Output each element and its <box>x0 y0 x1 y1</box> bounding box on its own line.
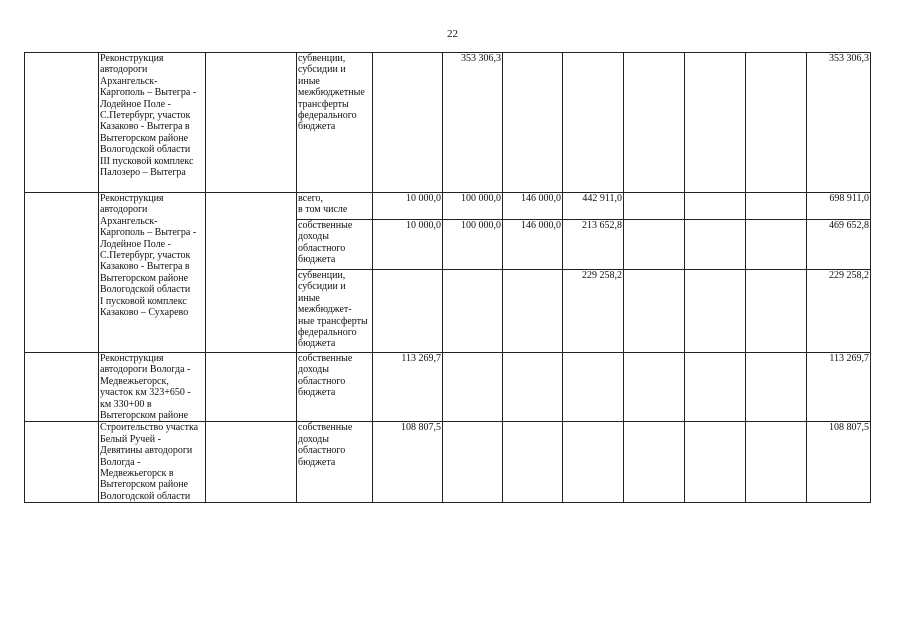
value-cell: 100 000,0 <box>443 193 503 220</box>
table-row <box>25 353 871 422</box>
empty-cell <box>25 53 99 193</box>
empty-cell <box>206 193 297 353</box>
value-cell <box>624 353 685 422</box>
value-cell: 229 258,2 <box>563 270 624 353</box>
value-cell <box>685 53 746 193</box>
value-cell <box>746 53 807 193</box>
total-cell: 229 258,2 <box>807 270 871 353</box>
value-cell <box>443 422 503 503</box>
value-cell <box>624 53 685 193</box>
page-number: 22 <box>447 28 458 40</box>
value-cell <box>624 220 685 270</box>
value-cell: 100 000,0 <box>443 220 503 270</box>
value-cell: 146 000,0 <box>503 193 563 220</box>
value-cell: 10 000,0 <box>373 193 443 220</box>
value-cell <box>563 353 624 422</box>
value-cell: 353 306,3 <box>443 53 503 193</box>
total-cell: 113 269,7 <box>807 353 871 422</box>
total-cell: 469 652,8 <box>807 220 871 270</box>
value-cell <box>685 353 746 422</box>
value-cell <box>746 270 807 353</box>
empty-cell <box>25 353 99 422</box>
value-cell <box>746 422 807 503</box>
value-cell <box>443 270 503 353</box>
value-cell <box>746 220 807 270</box>
value-cell <box>443 353 503 422</box>
total-cell: 698 911,0 <box>807 193 871 220</box>
project-name-cell: Реконструкция автодороги Архангельск- Каргополь – Вытегра - Лодейное Поле - С.Петербург, участок Казаково - Вытегра в Вытегорском районе Вологодской области III пусковой комплекс Палозеро – Вытегра <box>99 53 206 193</box>
table-row <box>25 53 871 193</box>
value-cell <box>503 53 563 193</box>
funding-source-cell: всего, в том числе <box>297 193 373 220</box>
project-name-cell: Реконструкция автодороги Вологда - Медвежьегорск, участок км 323+650 - км 330+00 в Вытегорском районе <box>99 353 206 422</box>
table-row <box>25 193 871 220</box>
funding-source-cell: субвенции, субсидии и иные межбюджет- ные трансферты федерального бюджета <box>297 270 373 353</box>
value-cell <box>503 270 563 353</box>
empty-cell <box>206 353 297 422</box>
value-cell: 113 269,7 <box>373 353 443 422</box>
value-cell <box>373 53 443 193</box>
value-cell <box>563 53 624 193</box>
funding-source-cell: собственные доходы областного бюджета <box>297 422 373 503</box>
table-row <box>25 422 871 503</box>
project-name-cell: Строительство участка Белый Ручей - Девятины автодороги Вологда - Медвежьегорск в Вытегорском районе Вологодской области <box>99 422 206 503</box>
empty-cell <box>25 422 99 503</box>
budget-table <box>24 52 871 503</box>
empty-cell <box>206 422 297 503</box>
value-cell <box>746 353 807 422</box>
value-cell <box>685 193 746 220</box>
value-cell: 146 000,0 <box>503 220 563 270</box>
value-cell: 442 911,0 <box>563 193 624 220</box>
value-cell <box>503 353 563 422</box>
value-cell <box>624 422 685 503</box>
value-cell <box>624 193 685 220</box>
funding-source-cell: субвенции, субсидии и иные межбюджетные трансферты федерального бюджета <box>297 53 373 193</box>
value-cell: 213 652,8 <box>563 220 624 270</box>
value-cell <box>685 422 746 503</box>
value-cell <box>746 193 807 220</box>
value-cell <box>624 270 685 353</box>
value-cell <box>685 220 746 270</box>
value-cell <box>685 270 746 353</box>
value-cell <box>563 422 624 503</box>
value-cell <box>503 422 563 503</box>
total-cell: 353 306,3 <box>807 53 871 193</box>
value-cell <box>373 270 443 353</box>
value-cell: 10 000,0 <box>373 220 443 270</box>
value-cell: 108 807,5 <box>373 422 443 503</box>
empty-cell <box>206 53 297 193</box>
project-name-cell: Реконструкция автодороги Архангельск- Каргополь – Вытегра - Лодейное Поле - С.Петербург, участок Казаково - Вытегра в Вытегорском районе Вологодской области I пусковой комплекс Казаково – Сухарево <box>99 193 206 353</box>
total-cell: 108 807,5 <box>807 422 871 503</box>
funding-source-cell: собственные доходы областного бюджета <box>297 220 373 270</box>
funding-source-cell: собственные доходы областного бюджета <box>297 353 373 422</box>
empty-cell <box>25 193 99 353</box>
